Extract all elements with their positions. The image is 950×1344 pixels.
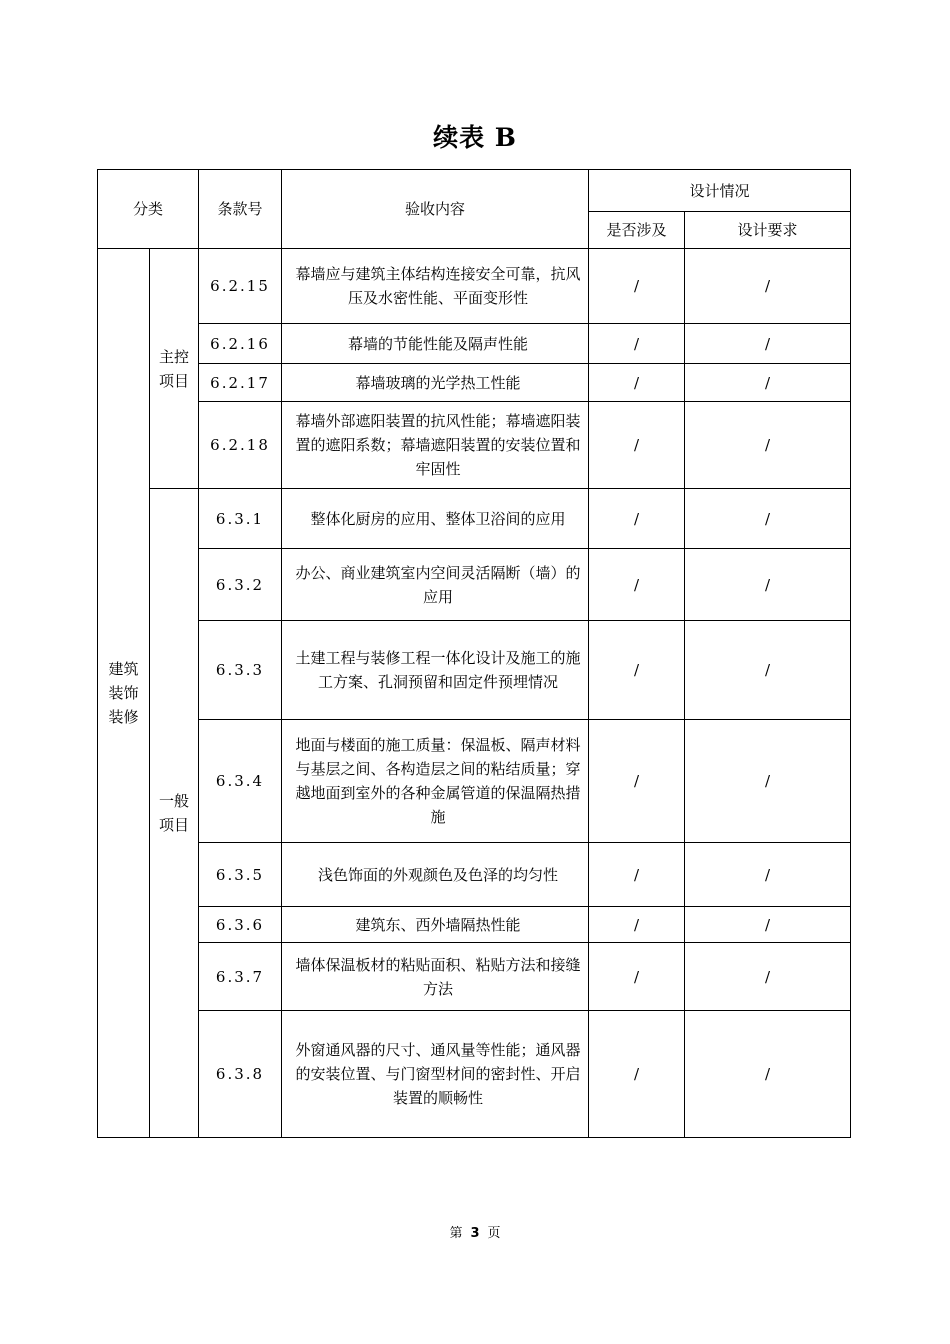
table-row [98,249,851,324]
acceptance-content: 幕墙的节能性能及隔声性能 [282,324,589,364]
footer-suffix: 页 [487,1226,501,1241]
clause-number: 6.3.1 [199,489,282,549]
acceptance-content: 整体化厨房的应用、整体卫浴间的应用 [282,489,589,549]
involved-mark: / [589,489,685,549]
table-row [98,843,851,907]
clause-number: 6.3.7 [199,943,282,1011]
requirement-mark: / [685,907,851,943]
table-row [98,621,851,720]
table-row [98,489,851,549]
acceptance-content: 办公、商业建筑室内空间灵活隔断（墙）的应用 [282,549,589,621]
requirement-mark: / [685,324,851,364]
acceptance-content: 土建工程与装修工程一体化设计及施工的施工方案、孔洞预留和固定件预埋情况 [282,621,589,720]
requirement-mark: / [685,1011,851,1138]
header-clause: 条款号 [199,170,282,249]
requirement-mark: / [685,249,851,324]
table-row [98,364,851,402]
acceptance-content: 外窗通风器的尺寸、通风量等性能；通风器的安装位置、与门窗型材间的密封性、开启装置的顺畅性 [282,1011,589,1138]
table-row [98,720,851,843]
clause-number: 6.2.15 [199,249,282,324]
page-title: 续表 B [433,123,517,152]
table-row [98,907,851,943]
page-number: 3 [470,1226,480,1241]
clause-number: 6.3.4 [199,720,282,843]
header-design: 设计情况 [589,170,851,212]
header-involved: 是否涉及 [589,212,685,249]
clause-number: 6.3.8 [199,1011,282,1138]
acceptance-content: 建筑东、西外墙隔热性能 [282,907,589,943]
involved-mark: / [589,249,685,324]
requirement-mark: / [685,489,851,549]
clause-number: 6.3.2 [199,549,282,621]
involved-mark: / [589,324,685,364]
involved-mark: / [589,402,685,489]
clause-number: 6.2.18 [199,402,282,489]
page-footer [0,1222,950,1241]
footer-prefix: 第 [449,1226,463,1241]
requirement-mark: / [685,549,851,621]
acceptance-content: 地面与楼面的施工质量：保温板、隔声材料与基层之间、各构造层之间的粘结质量；穿越地面到室外的各种金属管道的保温隔热措施 [282,720,589,843]
header-content: 验收内容 [282,170,589,249]
involved-mark: / [589,549,685,621]
acceptance-content: 幕墙应与建筑主体结构连接安全可靠，抗风压及水密性能、平面变形性 [282,249,589,324]
involved-mark: / [589,907,685,943]
requirement-mark: / [685,364,851,402]
header-category: 分类 [98,170,199,249]
involved-mark: / [589,843,685,907]
acceptance-content: 幕墙外部遮阳装置的抗风性能；幕墙遮阳装置的遮阳系数；幕墙遮阳装置的安装位置和牢固性 [282,402,589,489]
group-main-control: 主控 项目 [150,249,199,489]
requirement-mark: / [685,720,851,843]
acceptance-content: 幕墙玻璃的光学热工性能 [282,364,589,402]
acceptance-content: 浅色饰面的外观颜色及色泽的均匀性 [282,843,589,907]
acceptance-content: 墙体保温板材的粘贴面积、粘贴方法和接缝方法 [282,943,589,1011]
involved-mark: / [589,621,685,720]
table-row [98,324,851,364]
clause-number: 6.2.17 [199,364,282,402]
requirement-mark: / [685,843,851,907]
acceptance-table [97,169,851,1138]
clause-number: 6.3.3 [199,621,282,720]
clause-number: 6.3.6 [199,907,282,943]
requirement-mark: / [685,402,851,489]
table-row [98,943,851,1011]
involved-mark: / [589,364,685,402]
clause-number: 6.2.16 [199,324,282,364]
table-row [98,402,851,489]
requirement-mark: / [685,943,851,1011]
requirement-mark: / [685,621,851,720]
table-row [98,1011,851,1138]
header-requirement: 设计要求 [685,212,851,249]
group-major: 建筑 装饰 装修 [98,249,150,1138]
table-row [98,549,851,621]
involved-mark: / [589,1011,685,1138]
involved-mark: / [589,943,685,1011]
clause-number: 6.3.5 [199,843,282,907]
group-general: 一般 项目 [150,489,199,1138]
involved-mark: / [589,720,685,843]
